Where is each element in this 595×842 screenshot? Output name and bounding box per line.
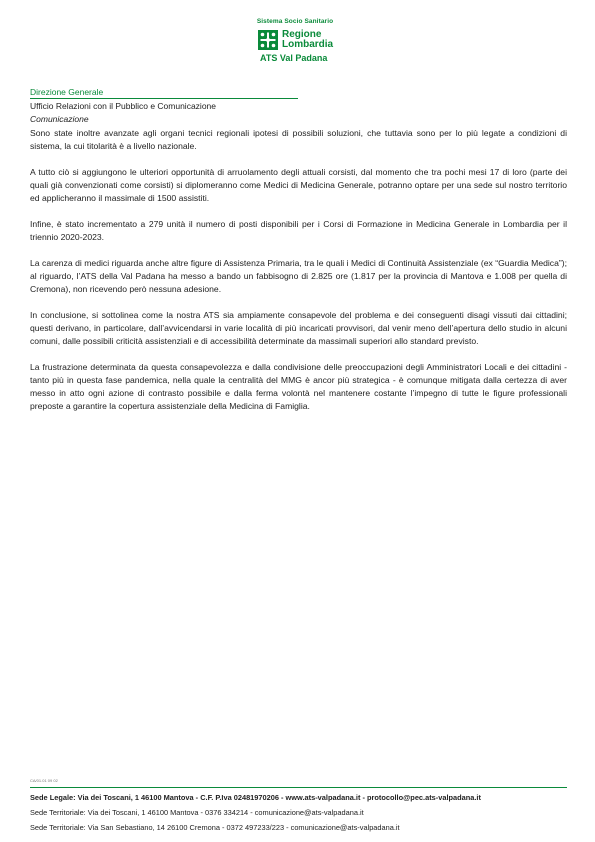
- page-footer: [30, 787, 567, 835]
- territorial-office-line: Sede Territoriale: Via San Sebastiano, 14 26100 Cremona - 0372 497233/223 - comunicazione@ats-valpadana.it: [30, 823, 400, 832]
- lombardy-rose-cross-icon: [258, 30, 278, 50]
- system-label: Sistema Socio Sanitario: [256, 18, 334, 25]
- body-paragraph: Infine, è stato incrementato a 279 unità il numero di posti disponibili per i Corsi di Formazione in Medicina Generale in Lombardia per il triennio 2020-2023.: [30, 219, 567, 242]
- unit-name: Comunicazione: [30, 114, 89, 124]
- header-logo: [256, 18, 356, 63]
- legal-office-line: Sede Legale: Via dei Toscani, 1 46100 Mantova - C.F. P.Iva 02481970206 - www.ats-valpadana.it - protocollo@pec.ats-valpadana.it: [30, 793, 481, 802]
- body-paragraph: In conclusione, si sottolinea come la nostra ATS sia ampiamente consapevole del problema e dei conseguenti disagi vissuti dai cittadini; questi derivano, in particolare, dall’avvicendarsi in varie località di più incaricati provvisori, dal venir meno dell’apertura dello studio in alcuni comuni, dalle possibili criticità assistenziali e di accessibilità determinate da massimali superiori allo standard previsto.: [30, 310, 567, 346]
- territorial-office-line: Sede Territoriale: Via dei Toscani, 1 46100 Mantova - 0376 334214 - comunicazione@ats-valpadana.it: [30, 808, 364, 817]
- form-code: CA/01.01 09 02: [30, 778, 58, 783]
- body-paragraph: La frustrazione determinata da questa consapevolezza e dalla condivisione delle preoccupazioni degli Amministratori Locali e dei cittadini - tanto più in questa fase pandemica, nella quale la centralità del MMG è ancor più strategica - è comunque mitigata dalla certezza di aver messo in atto ogni azione di contrasto possibile e dalla ferma volontà nel mantenere costante l’impegno di tutte le figure professionali preposte a garantire la copertura assistenziale della Medicina di Famiglia.: [30, 362, 567, 411]
- letter-body: [30, 127, 567, 426]
- department-heading: Direzione Generale: [30, 87, 298, 99]
- region-name-line2: Lombardia: [282, 39, 334, 50]
- region-name-line1: Regione: [282, 29, 322, 40]
- body-paragraph: A tutto ciò si aggiungono le ulteriori opportunità di arruolamento degli attuali corsisti, dal momento che tra pochi mesi 17 di loro (parte dei quali già convenzionati come corsisti) si diplomeranno come Medici di Medicina Generale, potranno optare per una sede sul nostro territorio ed applicheranno il massimale di 1500 assistiti.: [30, 167, 567, 203]
- body-paragraph: La carenza di medici riguarda anche altre figure di Assistenza Primaria, tra le quali i Medici di Continuità Assistenziale (ex “Guardia Medica”); al riguardo, l’ATS della Val Padana ha messo a bando un fabbisogno di 2.825 ore (1.817 per la provincia di Mantova e 1.008 per quella di Cremona), non ricevendo però nessuna adesione.: [30, 258, 567, 294]
- body-paragraph: Sono state inoltre avanzate agli organi tecnici regionali ipotesi di possibili soluzioni, che tuttavia sono per lo più legate a condizioni di sistema, la cui titolarità è a livello nazionale.: [30, 128, 567, 151]
- agency-name: ATS Val Padana: [260, 53, 328, 63]
- office-name: Ufficio Relazioni con il Pubblico e Comunicazione: [30, 101, 216, 111]
